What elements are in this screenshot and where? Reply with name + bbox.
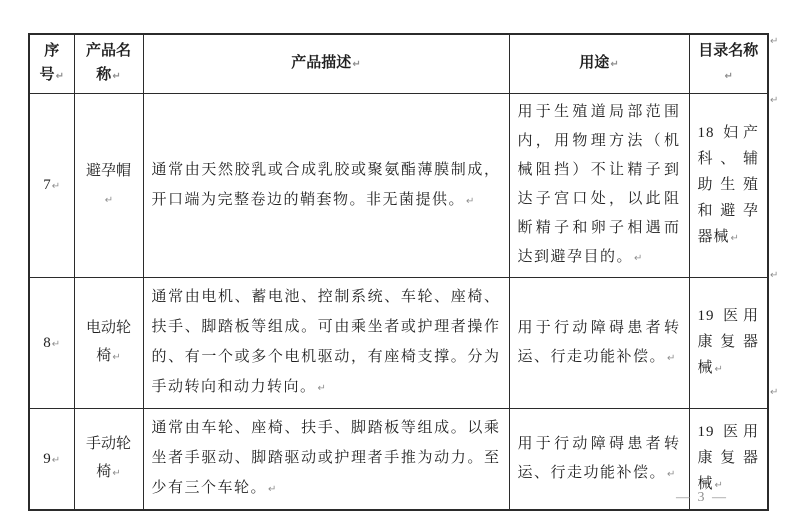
cell-purpose [509,94,689,278]
cell-catalog-name [689,278,768,409]
catalog-name-text: 19 医用康复器械 [697,308,759,376]
paragraph-mark-icon: ↵ [51,338,61,350]
paragraph-mark-icon: ↵ [317,383,326,394]
column-header-index [29,34,74,94]
product-description-text: 通常由车轮、座椅、扶手、脚踏板等组成。以乘坐者手驱动、脚踏驱动或护理者手推为动力。至少有三个车轮。 [151,420,501,496]
paragraph-mark-icon: ↵ [51,454,61,466]
column-header-purpose [509,34,689,94]
paragraph-mark-icon: ↵ [352,59,361,70]
row-index-text: 8 [43,334,51,351]
column-header-purpose-label: 用途 [579,55,610,71]
paragraph-mark-icon: ↵ [610,59,619,70]
paragraph-mark-icon: ↵ [112,71,121,82]
cell-product-description [143,94,509,278]
cell-catalog-name [689,94,768,278]
cell-row-index [29,94,74,278]
paragraph-mark-icon: ↵ [770,270,779,281]
table-row [29,278,768,409]
column-header-index-label: 序号 [39,43,60,83]
column-header-product-name-label: 产品名称 [85,43,131,83]
cell-product-description [143,278,509,409]
product-classification-table [28,33,769,511]
row-index-text: 9 [43,450,51,467]
table-row [29,94,768,278]
product-name-text: 手动轮椅 [85,436,131,480]
column-header-catalog [689,34,768,94]
paragraph-mark-icon: ↵ [51,181,61,192]
paragraph-mark-icon: ↵ [724,71,733,82]
paragraph-mark-icon: ↵ [667,468,676,480]
paragraph-mark-icon: ↵ [466,195,475,207]
paragraph-mark-icon: ↵ [667,352,676,364]
cell-product-name [74,94,143,278]
product-description-text: 通常由电机、蓄电池、控制系统、车轮、座椅、扶手、脚踏板等组成。可由乘坐者或护理者操作的、有一个或多个电机驱动，有座椅支撑。分为手动转向和动力转向。 [151,289,501,395]
cell-product-name [74,409,143,511]
paragraph-mark-icon: ↵ [770,36,779,47]
cell-product-name [74,278,143,409]
column-header-catalog-label: 目录名称 [698,43,759,59]
paragraph-mark-icon: ↵ [112,352,121,363]
product-name-text: 电动轮椅 [85,320,131,364]
table-header-row [29,34,768,94]
paragraph-mark-icon: ↵ [730,232,739,244]
paragraph-mark-icon: ↵ [55,71,64,82]
catalog-name-text: 19 医用康复器械 [697,424,759,492]
cell-row-index [29,278,74,409]
paragraph-mark-icon: ↵ [634,253,643,264]
purpose-text: 用于行动障碍患者转运、行走功能补偿。 [517,435,681,481]
cell-row-index [29,409,74,511]
product-name-text: 避孕帽 [85,162,131,179]
paragraph-mark-icon: ↵ [714,480,723,491]
paragraph-mark-icon: ↵ [770,95,779,106]
catalog-name-text: 18 妇产科、辅助生殖和避孕器械 [697,124,759,245]
cell-purpose [509,278,689,409]
paragraph-mark-icon: ↵ [770,387,779,398]
column-header-product-name [74,34,143,94]
page-number: — 3 — [676,490,728,505]
cell-product-description [143,409,509,511]
purpose-text: 用于生殖道局部范围内，用物理方法（机械阻挡）不让精子到达子宫口处，以此阻断精子和卵子相遇而达到避孕目的。 [517,104,681,265]
paragraph-mark-icon: ↵ [104,194,114,206]
purpose-text: 用于行动障碍患者转运、行走功能补偿。 [517,319,681,365]
column-header-description [143,34,509,94]
paragraph-mark-icon: ↵ [112,468,121,479]
paragraph-mark-icon: ↵ [714,364,723,375]
column-header-description-label: 产品描述 [291,55,352,71]
product-description-text: 通常由天然胶乳或合成乳胶或聚氨酯薄膜制成，开口端为完整卷边的鞘套物。非无菌提供。 [151,161,501,208]
row-index-text: 7 [43,177,51,193]
paragraph-mark-icon: ↵ [268,484,277,495]
